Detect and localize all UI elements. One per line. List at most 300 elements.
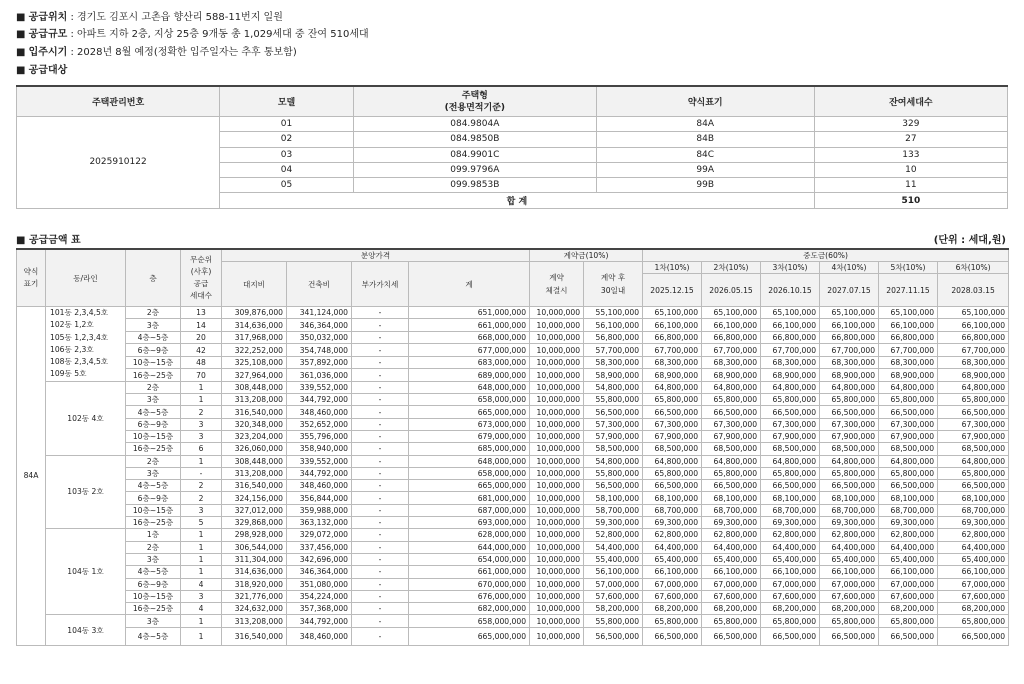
- building-cell: 344,792,000: [287, 615, 352, 627]
- middle-payment-cell: 65,800,000: [761, 615, 820, 627]
- middle-payment-cell: 66,500,000: [761, 627, 820, 645]
- vat-cell: -: [352, 590, 409, 602]
- table-row: [17, 319, 1009, 331]
- table-cell: 329: [814, 117, 1007, 132]
- deposit2-cell: 56,100,000: [584, 319, 643, 331]
- middle-payment-cell: 67,000,000: [761, 578, 820, 590]
- count-cell: 2: [181, 480, 222, 492]
- middle-payment-cell: 65,100,000: [879, 307, 938, 319]
- price-table: [16, 248, 1009, 646]
- middle-payment-cell: 66,100,000: [879, 566, 938, 578]
- table-row: [17, 117, 1008, 132]
- middle-payment-cell: 65,800,000: [643, 394, 702, 406]
- building-cell: 344,792,000: [287, 467, 352, 479]
- middle-payment-cell: 67,300,000: [879, 418, 938, 430]
- middle-payment-cell: 68,200,000: [879, 603, 938, 615]
- middle-payment-cell: 66,500,000: [938, 406, 1009, 418]
- middle-payment-cell: 64,400,000: [879, 541, 938, 553]
- middle-payment-cell: 66,100,000: [820, 566, 879, 578]
- deposit1-cell: 10,000,000: [530, 627, 584, 645]
- building-cell: 354,224,000: [287, 590, 352, 602]
- vat-cell: -: [352, 319, 409, 331]
- floor-cell: 16층~25층: [126, 517, 181, 529]
- middle-payment-cell: 64,800,000: [820, 381, 879, 393]
- middle-payment-cell: 64,400,000: [643, 541, 702, 553]
- header-land: 대지비: [222, 262, 287, 307]
- vat-cell: -: [352, 615, 409, 627]
- middle-payment-cell: 66,100,000: [879, 319, 938, 331]
- total-cell: 654,000,000: [409, 553, 530, 565]
- vat-cell: -: [352, 627, 409, 645]
- middle-payment-cell: 65,400,000: [820, 553, 879, 565]
- floor-cell: 4층~5층: [126, 566, 181, 578]
- building-cell: 346,364,000: [287, 566, 352, 578]
- middle-payment-cell: 68,700,000: [938, 504, 1009, 516]
- dong-line: 101동 2,3,4,5호: [50, 308, 109, 317]
- middle-payment-cell: 65,400,000: [702, 553, 761, 565]
- middle-payment-cell: 68,200,000: [643, 603, 702, 615]
- total-cell: 644,000,000: [409, 541, 530, 553]
- count-cell: -: [181, 467, 222, 479]
- middle-payment-cell: 65,800,000: [879, 467, 938, 479]
- info-scale: [16, 29, 369, 41]
- middle-payment-cell: 69,300,000: [820, 517, 879, 529]
- table-row: [17, 553, 1009, 565]
- price-body: [17, 307, 1009, 646]
- middle-payment-cell: 69,300,000: [761, 517, 820, 529]
- middle-payment-cell: 68,700,000: [643, 504, 702, 516]
- middle-payment-cell: 68,100,000: [643, 492, 702, 504]
- middle-payment-cell: 65,400,000: [938, 553, 1009, 565]
- middle-payment-cell: 64,800,000: [643, 455, 702, 467]
- land-cell: 327,964,000: [222, 369, 287, 382]
- middle-payment-cell: 68,500,000: [761, 443, 820, 455]
- middle-payment-cell: 66,100,000: [761, 566, 820, 578]
- middle-payment-cell: 66,100,000: [820, 319, 879, 331]
- middle-payment-cell: 64,400,000: [820, 541, 879, 553]
- middle-payment-cell: 65,800,000: [761, 394, 820, 406]
- land-cell: 314,636,000: [222, 566, 287, 578]
- deposit2-cell: 56,500,000: [584, 406, 643, 418]
- floor-cell: 16층~25층: [126, 443, 181, 455]
- middle-payment-cell: 65,100,000: [761, 307, 820, 319]
- table-cell: 84A: [596, 117, 814, 132]
- vat-cell: -: [352, 603, 409, 615]
- middle-payment-cell: 67,000,000: [879, 578, 938, 590]
- middle-payment-cell: 68,100,000: [702, 492, 761, 504]
- middle-payment-cell: 67,600,000: [761, 590, 820, 602]
- count-cell: 1: [181, 381, 222, 393]
- header-cell: 잔여세대수: [814, 86, 1007, 117]
- deposit1-cell: 10,000,000: [530, 517, 584, 529]
- middle-payment-cell: 67,700,000: [820, 344, 879, 356]
- vat-cell: -: [352, 430, 409, 442]
- deposit1-cell: 10,000,000: [530, 590, 584, 602]
- total-cell: 679,000,000: [409, 430, 530, 442]
- deposit2-cell: 55,800,000: [584, 615, 643, 627]
- table-row: [17, 331, 1009, 343]
- count-cell: 2: [181, 406, 222, 418]
- floor-cell: 3층: [126, 467, 181, 479]
- middle-payment-cell: 65,800,000: [820, 615, 879, 627]
- middle-payment-cell: 66,500,000: [820, 480, 879, 492]
- deposit2-cell: 58,500,000: [584, 443, 643, 455]
- middle-payment-cell: 64,800,000: [879, 381, 938, 393]
- deposit1-cell: 10,000,000: [530, 331, 584, 343]
- total-cell: 665,000,000: [409, 480, 530, 492]
- middle-payment-cell: 68,500,000: [702, 443, 761, 455]
- deposit2-cell: 55,100,000: [584, 307, 643, 319]
- total-cell: 658,000,000: [409, 615, 530, 627]
- middle-payment-cell: 68,500,000: [938, 443, 1009, 455]
- deposit2-cell: 57,900,000: [584, 430, 643, 442]
- middle-payment-cell: 65,800,000: [879, 615, 938, 627]
- deposit1-cell: 10,000,000: [530, 381, 584, 393]
- middle-payment-cell: 68,500,000: [820, 443, 879, 455]
- table-cell: 27: [814, 132, 1007, 147]
- header-floor: 층: [126, 249, 181, 307]
- middle-payment-cell: 68,700,000: [761, 504, 820, 516]
- middle-payment-cell: 68,100,000: [761, 492, 820, 504]
- floor-cell: 4층~5층: [126, 480, 181, 492]
- sum-label: 합 계: [220, 193, 815, 208]
- vat-cell: -: [352, 307, 409, 319]
- deposit1-cell: 10,000,000: [530, 344, 584, 356]
- middle-payment-cell: 68,300,000: [938, 356, 1009, 368]
- count-cell: 3: [181, 590, 222, 602]
- table-cell: 04: [220, 162, 354, 177]
- middle-payment-cell: 66,500,000: [643, 406, 702, 418]
- building-cell: 357,368,000: [287, 603, 352, 615]
- total-cell: 676,000,000: [409, 590, 530, 602]
- building-cell: 342,696,000: [287, 553, 352, 565]
- building-cell: 352,652,000: [287, 418, 352, 430]
- header-m1-date: 2025.12.15: [643, 274, 702, 307]
- header-cell: 주택관리번호: [17, 86, 220, 117]
- middle-payment-cell: 66,500,000: [702, 480, 761, 492]
- header-dep2: 계약 후 30일내: [584, 262, 643, 307]
- vat-cell: -: [352, 529, 409, 541]
- deposit1-cell: 10,000,000: [530, 578, 584, 590]
- middle-payment-cell: 65,800,000: [938, 615, 1009, 627]
- table-cell: 01: [220, 117, 354, 132]
- header-deposit: 계약금(10%): [530, 249, 643, 262]
- header-rank: 무순위 (사후) 공급 세대수: [181, 249, 222, 307]
- vat-cell: -: [352, 467, 409, 479]
- deposit2-cell: 55,400,000: [584, 553, 643, 565]
- total-cell: 673,000,000: [409, 418, 530, 430]
- middle-payment-cell: 64,800,000: [879, 455, 938, 467]
- table-cell: 99B: [596, 178, 814, 193]
- floor-cell: 16층~25층: [126, 369, 181, 382]
- middle-payment-cell: 64,800,000: [761, 455, 820, 467]
- info-target: [16, 65, 67, 77]
- middle-payment-cell: 65,100,000: [820, 307, 879, 319]
- header-m6: 6차(10%): [938, 262, 1009, 274]
- middle-payment-cell: 66,500,000: [643, 627, 702, 645]
- header-abbr: 약식 표기: [17, 249, 46, 307]
- floor-cell: 3층: [126, 553, 181, 565]
- middle-payment-cell: 67,300,000: [761, 418, 820, 430]
- count-cell: 1: [181, 529, 222, 541]
- deposit2-cell: 59,300,000: [584, 517, 643, 529]
- vat-cell: -: [352, 492, 409, 504]
- land-cell: 313,208,000: [222, 615, 287, 627]
- table-cell: 133: [814, 147, 1007, 162]
- table-cell: 084.9901C: [353, 147, 596, 162]
- table-row: [17, 406, 1009, 418]
- middle-payment-cell: 68,100,000: [879, 492, 938, 504]
- building-cell: 341,124,000: [287, 307, 352, 319]
- floor-cell: 4층~5층: [126, 331, 181, 343]
- deposit1-cell: 10,000,000: [530, 603, 584, 615]
- middle-payment-cell: 64,400,000: [702, 541, 761, 553]
- table-row: [17, 344, 1009, 356]
- building-cell: 359,988,000: [287, 504, 352, 516]
- middle-payment-cell: 68,200,000: [761, 603, 820, 615]
- middle-payment-cell: 67,300,000: [702, 418, 761, 430]
- table-row: [17, 307, 1009, 319]
- middle-payment-cell: 68,700,000: [820, 504, 879, 516]
- middle-payment-cell: 67,900,000: [702, 430, 761, 442]
- table-cell: 84B: [596, 132, 814, 147]
- deposit1-cell: 10,000,000: [530, 455, 584, 467]
- middle-payment-cell: 66,500,000: [879, 627, 938, 645]
- count-cell: 1: [181, 566, 222, 578]
- floor-cell: 3층: [126, 319, 181, 331]
- middle-payment-cell: 67,700,000: [643, 344, 702, 356]
- middle-payment-cell: 65,800,000: [702, 615, 761, 627]
- middle-payment-cell: 65,100,000: [643, 307, 702, 319]
- deposit1-cell: 10,000,000: [530, 369, 584, 382]
- middle-payment-cell: 68,100,000: [938, 492, 1009, 504]
- header-dong: 동/라인: [46, 249, 126, 307]
- middle-payment-cell: 66,500,000: [879, 406, 938, 418]
- total-cell: 661,000,000: [409, 566, 530, 578]
- abbr-cell: 84A: [17, 307, 46, 646]
- middle-payment-cell: 67,900,000: [761, 430, 820, 442]
- header-price: 분양가격: [222, 249, 530, 262]
- middle-payment-cell: 65,800,000: [820, 394, 879, 406]
- header-cell: 주택형 (전용면적기준): [353, 86, 596, 117]
- middle-payment-cell: 67,600,000: [879, 590, 938, 602]
- middle-payment-cell: 62,800,000: [879, 529, 938, 541]
- table-row: [17, 443, 1009, 455]
- total-cell: 661,000,000: [409, 319, 530, 331]
- deposit2-cell: 55,800,000: [584, 467, 643, 479]
- deposit2-cell: 57,600,000: [584, 590, 643, 602]
- middle-payment-cell: 64,400,000: [938, 541, 1009, 553]
- middle-payment-cell: 67,300,000: [643, 418, 702, 430]
- middle-payment-cell: 69,300,000: [879, 517, 938, 529]
- count-cell: 70: [181, 369, 222, 382]
- land-cell: 317,968,000: [222, 331, 287, 343]
- middle-payment-cell: 65,800,000: [879, 394, 938, 406]
- total-cell: 693,000,000: [409, 517, 530, 529]
- total-cell: 658,000,000: [409, 467, 530, 479]
- deposit1-cell: 10,000,000: [530, 480, 584, 492]
- price-title-text: 공급금액 표: [28, 235, 81, 246]
- header-cell: 모델: [220, 86, 354, 117]
- deposit1-cell: 10,000,000: [530, 356, 584, 368]
- middle-payment-cell: 68,300,000: [761, 356, 820, 368]
- total-cell: 677,000,000: [409, 344, 530, 356]
- middle-payment-cell: 68,900,000: [702, 369, 761, 382]
- middle-payment-cell: 68,900,000: [761, 369, 820, 382]
- building-cell: 339,552,000: [287, 381, 352, 393]
- middle-payment-cell: 68,900,000: [938, 369, 1009, 382]
- middle-payment-cell: 62,800,000: [761, 529, 820, 541]
- info-move-in: [16, 47, 297, 59]
- bullet: ■: [16, 12, 26, 23]
- building-cell: 348,460,000: [287, 480, 352, 492]
- middle-payment-cell: 64,800,000: [938, 381, 1009, 393]
- header-m5: 5차(10%): [879, 262, 938, 274]
- count-cell: 14: [181, 319, 222, 331]
- deposit1-cell: 10,000,000: [530, 406, 584, 418]
- middle-payment-cell: 67,000,000: [820, 578, 879, 590]
- middle-payment-cell: 65,400,000: [643, 553, 702, 565]
- vat-cell: -: [352, 517, 409, 529]
- count-cell: 6: [181, 443, 222, 455]
- middle-payment-cell: 66,800,000: [702, 331, 761, 343]
- info-label: 입주시기: [28, 47, 68, 58]
- vat-cell: -: [352, 578, 409, 590]
- table-row: [17, 529, 1009, 541]
- vat-cell: -: [352, 455, 409, 467]
- land-cell: 311,304,000: [222, 553, 287, 565]
- table-row: [17, 517, 1009, 529]
- middle-payment-cell: 66,100,000: [938, 319, 1009, 331]
- floor-cell: 16층~25층: [126, 603, 181, 615]
- building-cell: 356,844,000: [287, 492, 352, 504]
- total-cell: 628,000,000: [409, 529, 530, 541]
- middle-payment-cell: 69,300,000: [938, 517, 1009, 529]
- table-row: [17, 627, 1009, 645]
- count-cell: 2: [181, 492, 222, 504]
- table-row: [17, 369, 1009, 382]
- floor-cell: 3층: [126, 394, 181, 406]
- deposit2-cell: 54,400,000: [584, 541, 643, 553]
- middle-payment-cell: 68,300,000: [702, 356, 761, 368]
- middle-payment-cell: 68,900,000: [879, 369, 938, 382]
- middle-payment-cell: 65,800,000: [938, 467, 1009, 479]
- dong-line: 105동 1,2,3,4호: [50, 332, 109, 342]
- header-middle: 중도금(60%): [643, 249, 1009, 262]
- middle-payment-cell: 65,800,000: [643, 467, 702, 479]
- header-m4: 4차(10%): [820, 262, 879, 274]
- middle-payment-cell: 67,900,000: [820, 430, 879, 442]
- count-cell: 3: [181, 418, 222, 430]
- table-cell: 03: [220, 147, 354, 162]
- dong-line: 108동 2,3,4,5호: [50, 357, 109, 367]
- header-m2-date: 2026.05.15: [702, 274, 761, 307]
- deposit1-cell: 10,000,000: [530, 394, 584, 406]
- middle-payment-cell: 66,800,000: [938, 331, 1009, 343]
- housing-id: 2025910122: [17, 117, 220, 209]
- middle-payment-cell: 68,200,000: [938, 603, 1009, 615]
- deposit1-cell: 10,000,000: [530, 319, 584, 331]
- middle-payment-cell: 68,700,000: [702, 504, 761, 516]
- deposit2-cell: 55,800,000: [584, 394, 643, 406]
- deposit1-cell: 10,000,000: [530, 307, 584, 319]
- info-label: 공급대상: [28, 65, 68, 76]
- total-cell: 687,000,000: [409, 504, 530, 516]
- deposit1-cell: 10,000,000: [530, 553, 584, 565]
- land-cell: 322,252,000: [222, 344, 287, 356]
- total-cell: 658,000,000: [409, 394, 530, 406]
- info-value: : 경기도 김포시 고촌읍 향산리 588-11번지 일원: [67, 12, 283, 23]
- building-cell: 350,032,000: [287, 331, 352, 343]
- middle-payment-cell: 66,100,000: [702, 566, 761, 578]
- vat-cell: -: [352, 394, 409, 406]
- deposit2-cell: 58,200,000: [584, 603, 643, 615]
- building-cell: 357,892,000: [287, 356, 352, 368]
- table-row: [17, 455, 1009, 467]
- land-cell: 298,928,000: [222, 529, 287, 541]
- header-m2: 2차(10%): [702, 262, 761, 274]
- middle-payment-cell: 66,100,000: [643, 319, 702, 331]
- vat-cell: -: [352, 443, 409, 455]
- table-row: [17, 467, 1009, 479]
- table-row: [17, 615, 1009, 627]
- middle-payment-cell: 67,700,000: [761, 344, 820, 356]
- vat-cell: -: [352, 331, 409, 343]
- deposit2-cell: 54,800,000: [584, 381, 643, 393]
- total-cell: 670,000,000: [409, 578, 530, 590]
- header-m1: 1차(10%): [643, 262, 702, 274]
- vat-cell: -: [352, 369, 409, 382]
- land-cell: 316,540,000: [222, 627, 287, 645]
- middle-payment-cell: 65,800,000: [761, 467, 820, 479]
- price-title: [16, 231, 81, 246]
- land-cell: 308,448,000: [222, 381, 287, 393]
- middle-payment-cell: 66,500,000: [820, 627, 879, 645]
- building-cell: 361,036,000: [287, 369, 352, 382]
- deposit1-cell: 10,000,000: [530, 504, 584, 516]
- middle-payment-cell: 66,500,000: [702, 406, 761, 418]
- middle-payment-cell: 65,400,000: [761, 553, 820, 565]
- deposit2-cell: 57,000,000: [584, 578, 643, 590]
- deposit2-cell: 56,500,000: [584, 627, 643, 645]
- deposit1-cell: 10,000,000: [530, 541, 584, 553]
- info-label: 공급규모: [28, 29, 68, 40]
- middle-payment-cell: 67,000,000: [702, 578, 761, 590]
- middle-payment-cell: 64,800,000: [702, 381, 761, 393]
- land-cell: 329,868,000: [222, 517, 287, 529]
- floor-cell: 3층: [126, 615, 181, 627]
- middle-payment-cell: 67,900,000: [879, 430, 938, 442]
- middle-payment-cell: 66,500,000: [702, 627, 761, 645]
- table-row: [17, 381, 1009, 393]
- deposit1-cell: 10,000,000: [530, 418, 584, 430]
- middle-payment-cell: 68,300,000: [643, 356, 702, 368]
- vat-cell: -: [352, 553, 409, 565]
- total-cell: 665,000,000: [409, 627, 530, 645]
- land-cell: 313,208,000: [222, 394, 287, 406]
- table-cell: 02: [220, 132, 354, 147]
- floor-cell: 6층~9층: [126, 344, 181, 356]
- middle-payment-cell: 66,800,000: [761, 331, 820, 343]
- dong-cell: 103동 2호: [46, 455, 126, 529]
- total-cell: 651,000,000: [409, 307, 530, 319]
- floor-cell: 10층~15층: [126, 430, 181, 442]
- land-cell: 316,540,000: [222, 480, 287, 492]
- bullet: ■: [16, 65, 26, 76]
- info-value: : 2028년 8월 예정(정확한 입주일자는 추후 통보함): [67, 47, 297, 58]
- middle-payment-cell: 65,800,000: [643, 615, 702, 627]
- middle-payment-cell: 67,000,000: [643, 578, 702, 590]
